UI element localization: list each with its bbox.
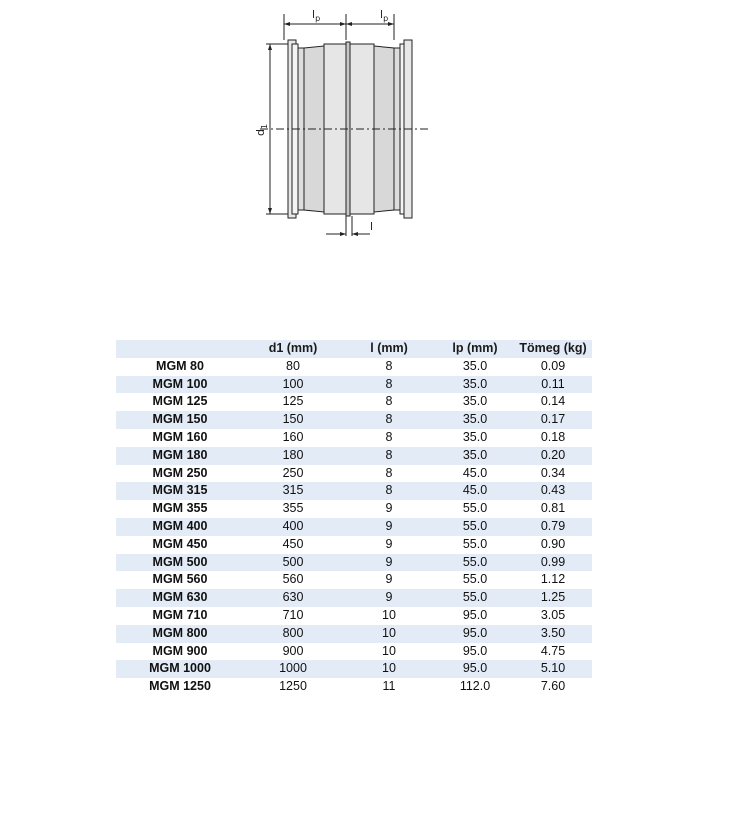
l-cell: 8 <box>342 447 436 465</box>
model-cell: MGM 150 <box>116 411 244 429</box>
l-cell: 9 <box>342 500 436 518</box>
lp-cell: 35.0 <box>436 429 514 447</box>
table-row <box>116 500 592 518</box>
model-cell: MGM 1250 <box>116 678 244 696</box>
model-cell: MGM 900 <box>116 643 244 661</box>
lp-cell: 45.0 <box>436 465 514 483</box>
l-cell: 8 <box>342 411 436 429</box>
model-cell: MGM 180 <box>116 447 244 465</box>
l-cell: 11 <box>342 678 436 696</box>
model-cell: MGM 355 <box>116 500 244 518</box>
weight-cell: 0.09 <box>514 358 592 376</box>
d1-cell: 160 <box>244 429 342 447</box>
table-row <box>116 660 592 678</box>
d1-cell: 630 <box>244 589 342 607</box>
d1-cell: 560 <box>244 571 342 589</box>
header-l: l (mm) <box>342 340 436 358</box>
lp-cell: 35.0 <box>436 376 514 394</box>
table-row <box>116 482 592 500</box>
weight-cell: 1.25 <box>514 589 592 607</box>
d1-cell: 400 <box>244 518 342 536</box>
weight-cell: 0.99 <box>514 554 592 572</box>
model-cell: MGM 315 <box>116 482 244 500</box>
table-row <box>116 429 592 447</box>
lp-cell: 112.0 <box>436 678 514 696</box>
l-cell: 8 <box>342 376 436 394</box>
l-cell: 9 <box>342 518 436 536</box>
weight-cell: 0.79 <box>514 518 592 536</box>
lp-cell: 55.0 <box>436 554 514 572</box>
d1-cell: 250 <box>244 465 342 483</box>
d1-cell: 500 <box>244 554 342 572</box>
l-cell: 9 <box>342 554 436 572</box>
l-cell: 10 <box>342 643 436 661</box>
d1-cell: 315 <box>244 482 342 500</box>
lp-cell: 95.0 <box>436 607 514 625</box>
table-row <box>116 607 592 625</box>
d1-cell: 800 <box>244 625 342 643</box>
lp-cell: 55.0 <box>436 518 514 536</box>
lp-cell: 55.0 <box>436 571 514 589</box>
header-d1: d1 (mm) <box>244 340 342 358</box>
table-row <box>116 376 592 394</box>
l-cell: 9 <box>342 589 436 607</box>
lp-cell: 55.0 <box>436 500 514 518</box>
model-cell: MGM 250 <box>116 465 244 483</box>
weight-cell: 5.10 <box>514 660 592 678</box>
d1-cell: 100 <box>244 376 342 394</box>
d1-label: $d_1$ <box>254 123 269 136</box>
l-cell: 8 <box>342 482 436 500</box>
model-cell: MGM 450 <box>116 536 244 554</box>
header-lp: lp (mm) <box>436 340 514 358</box>
table-row <box>116 411 592 429</box>
d1-cell: 450 <box>244 536 342 554</box>
l-cell: 9 <box>342 571 436 589</box>
model-cell: MGM 630 <box>116 589 244 607</box>
table-row <box>116 358 592 376</box>
l-cell: 10 <box>342 660 436 678</box>
weight-cell: 4.75 <box>514 643 592 661</box>
weight-cell: 0.17 <box>514 411 592 429</box>
d1-cell: 1000 <box>244 660 342 678</box>
d1-cell: 355 <box>244 500 342 518</box>
lp-cell: 35.0 <box>436 393 514 411</box>
model-cell: MGM 100 <box>116 376 244 394</box>
model-cell: MGM 160 <box>116 429 244 447</box>
weight-cell: 0.14 <box>514 393 592 411</box>
weight-cell: 0.18 <box>514 429 592 447</box>
table-row <box>116 518 592 536</box>
table-body <box>116 358 592 696</box>
model-cell: MGM 710 <box>116 607 244 625</box>
weight-cell: 7.60 <box>514 678 592 696</box>
lp-cell: 95.0 <box>436 660 514 678</box>
lp-cell: 45.0 <box>436 482 514 500</box>
d1-cell: 900 <box>244 643 342 661</box>
table-row <box>116 643 592 661</box>
weight-cell: 0.90 <box>514 536 592 554</box>
spec-table <box>116 340 592 696</box>
model-cell: MGM 80 <box>116 358 244 376</box>
weight-cell: 0.81 <box>514 500 592 518</box>
model-cell: MGM 800 <box>116 625 244 643</box>
table-row <box>116 678 592 696</box>
model-cell: MGM 560 <box>116 571 244 589</box>
weight-cell: 0.43 <box>514 482 592 500</box>
model-cell: MGM 1000 <box>116 660 244 678</box>
l-cell: 8 <box>342 393 436 411</box>
d1-cell: 180 <box>244 447 342 465</box>
lp-cell: 35.0 <box>436 358 514 376</box>
table-row <box>116 447 592 465</box>
table-row <box>116 536 592 554</box>
table-row <box>116 589 592 607</box>
lp-left-label: $l_p$ <box>312 8 321 23</box>
coupling-drawing-svg <box>240 0 440 245</box>
lp-right-label: $l_p$ <box>380 8 389 23</box>
lp-cell: 35.0 <box>436 411 514 429</box>
l-cell: 8 <box>342 358 436 376</box>
lp-cell: 95.0 <box>436 643 514 661</box>
lp-cell: 55.0 <box>436 536 514 554</box>
l-cell: 10 <box>342 607 436 625</box>
weight-cell: 0.11 <box>514 376 592 394</box>
table-row <box>116 465 592 483</box>
technical-drawing <box>240 0 440 245</box>
lp-cell: 55.0 <box>436 589 514 607</box>
model-cell: MGM 500 <box>116 554 244 572</box>
l-cell: 8 <box>342 429 436 447</box>
weight-cell: 0.34 <box>514 465 592 483</box>
d1-cell: 150 <box>244 411 342 429</box>
d1-cell: 125 <box>244 393 342 411</box>
lp-cell: 95.0 <box>436 625 514 643</box>
d1-cell: 710 <box>244 607 342 625</box>
table-row <box>116 625 592 643</box>
d1-cell: 80 <box>244 358 342 376</box>
table-row <box>116 554 592 572</box>
table-header-row <box>116 340 592 358</box>
weight-cell: 1.12 <box>514 571 592 589</box>
weight-cell: 0.20 <box>514 447 592 465</box>
weight-cell: 3.05 <box>514 607 592 625</box>
lp-cell: 35.0 <box>436 447 514 465</box>
l-cell: 9 <box>342 536 436 554</box>
header-weight: Tömeg (kg) <box>514 340 592 358</box>
model-cell: MGM 125 <box>116 393 244 411</box>
l-label: l <box>370 220 374 233</box>
table-row <box>116 393 592 411</box>
model-cell: MGM 400 <box>116 518 244 536</box>
d1-cell: 1250 <box>244 678 342 696</box>
header-model <box>116 340 244 358</box>
weight-cell: 3.50 <box>514 625 592 643</box>
l-cell: 8 <box>342 465 436 483</box>
l-cell: 10 <box>342 625 436 643</box>
table-row <box>116 571 592 589</box>
